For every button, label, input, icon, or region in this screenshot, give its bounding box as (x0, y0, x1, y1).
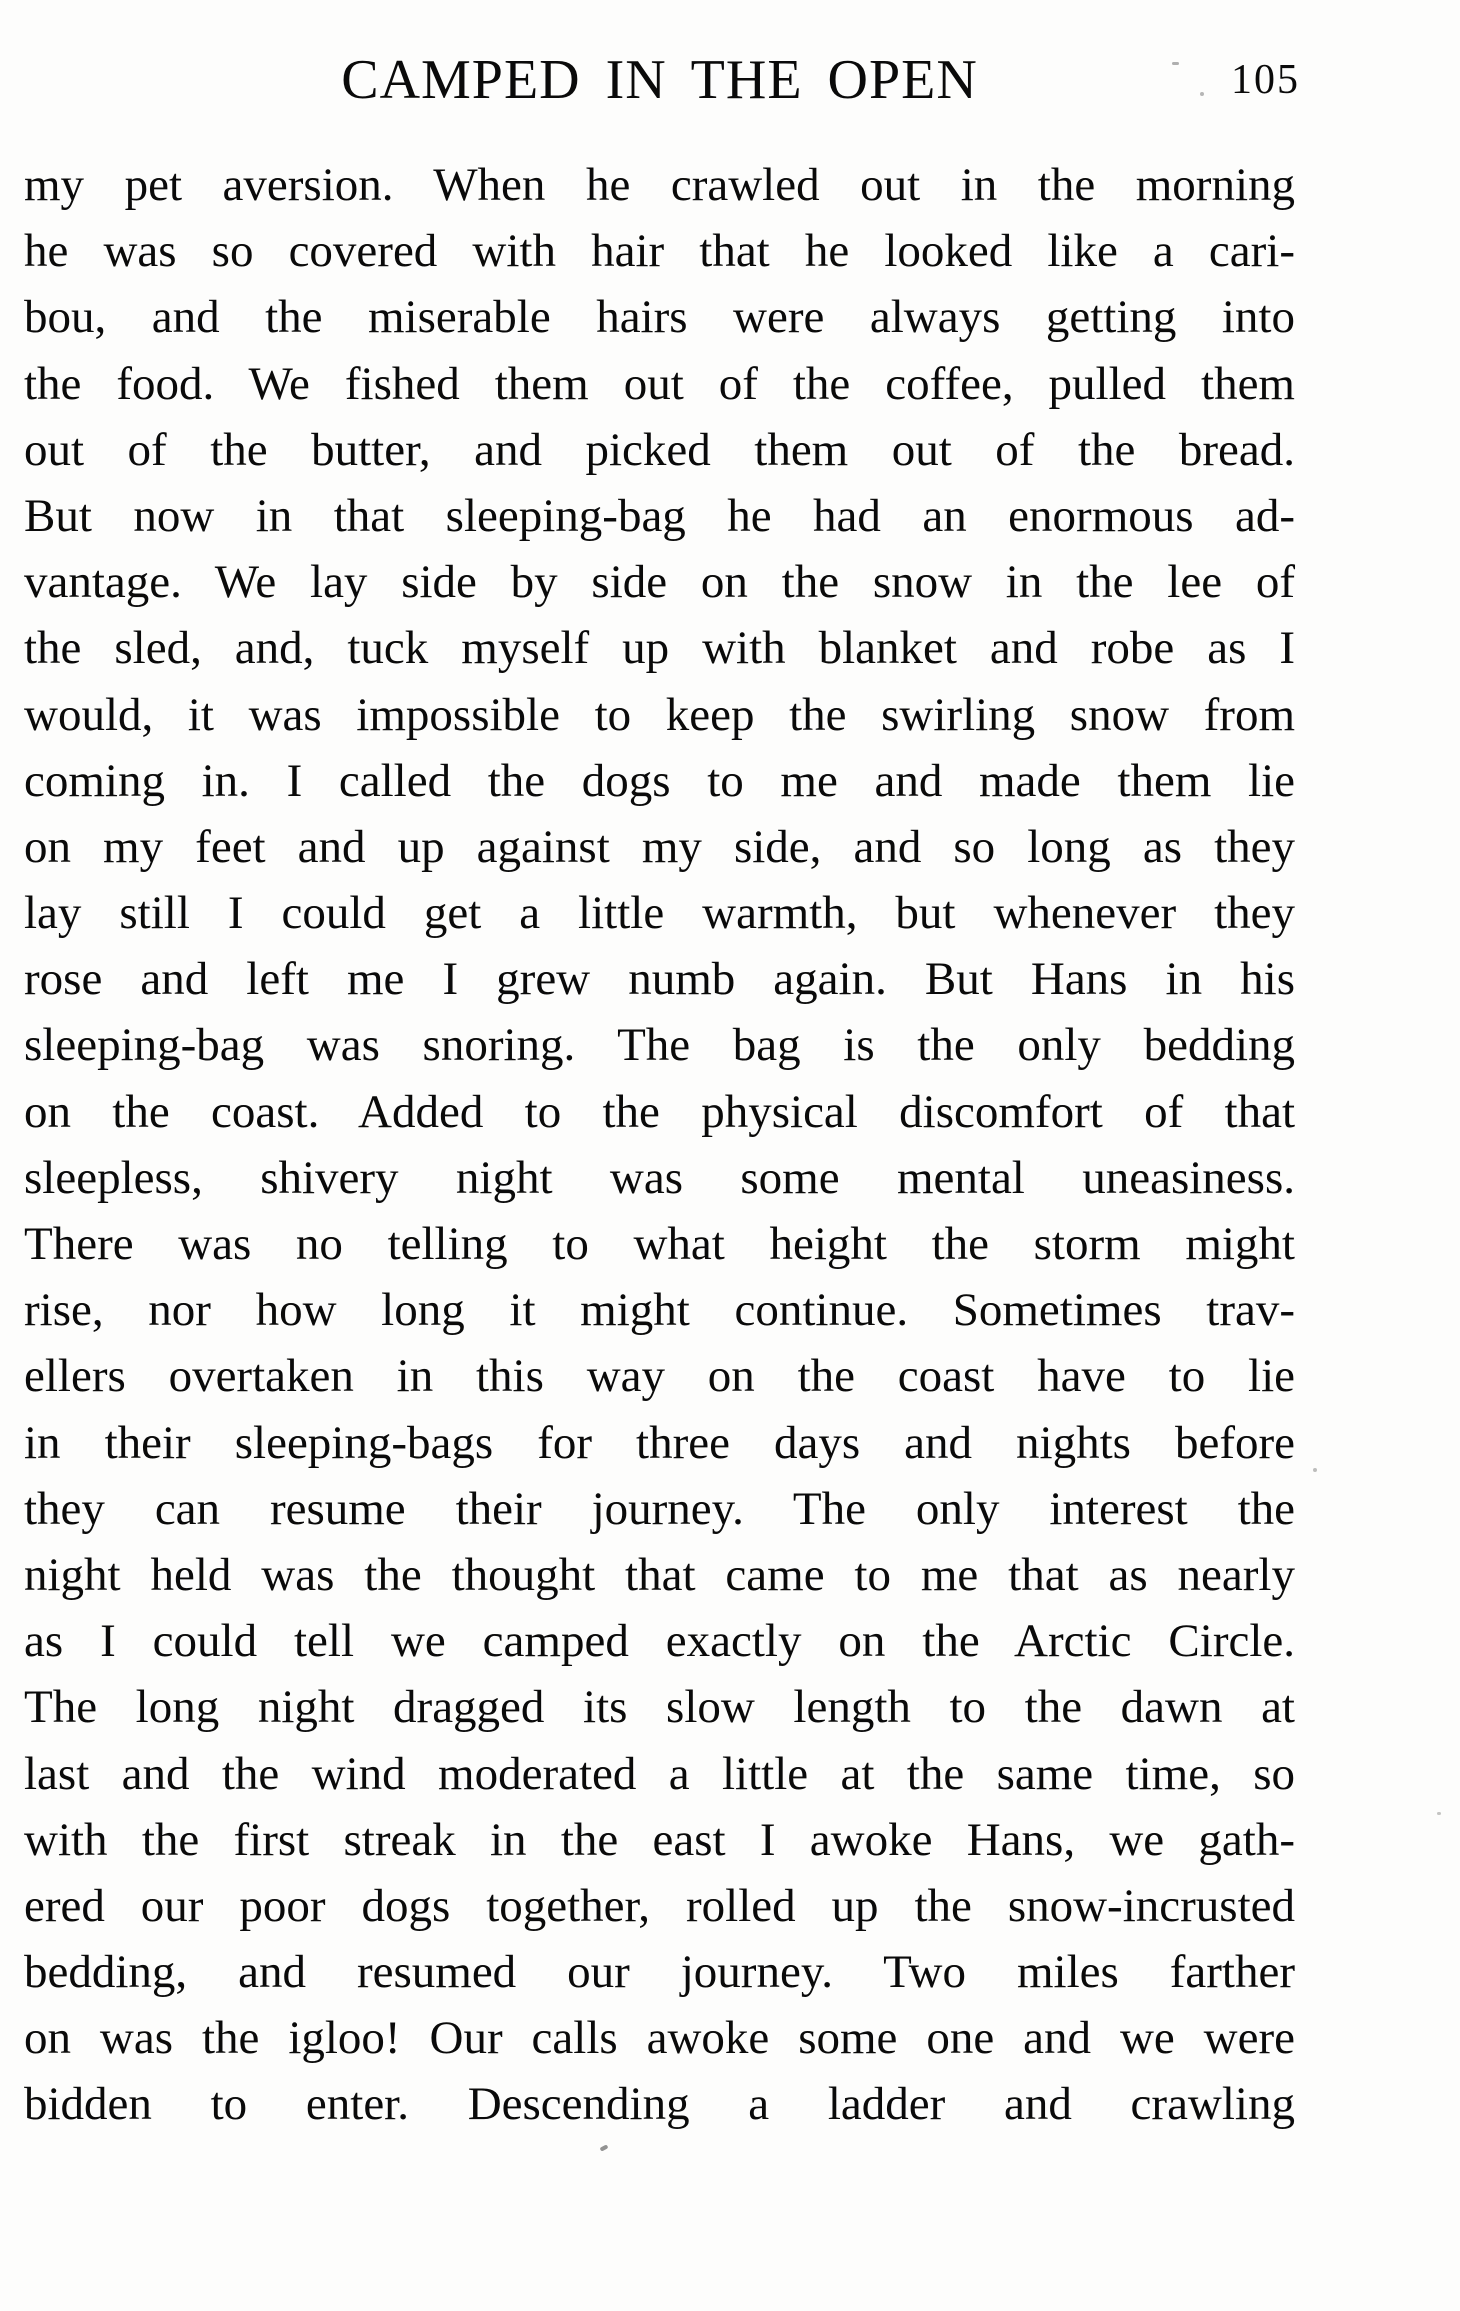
text-line: they can resume their journey. The only interest the (24, 1482, 1295, 1535)
text-line: bou, and the miserable hairs were always getting into (24, 291, 1295, 344)
text-line: But now in that sleeping-bag he had an enormous ad- (24, 489, 1295, 542)
scan-speck (1200, 92, 1204, 96)
page-number: 105 (1231, 57, 1300, 103)
text-line: last and the wind moderated a little at the same time, so (24, 1747, 1295, 1800)
text-line: on was the igloo! Our calls awoke some one and we were (24, 2012, 1295, 2065)
text-line: bedding, and resumed our journey. Two miles farther (24, 1946, 1295, 1999)
text-line: sleeping-bag was snoring. The bag is the only bedding (24, 1019, 1295, 1072)
text-line: The long night dragged its slow length to the dawn at (24, 1681, 1295, 1734)
text-line: as I could tell we camped exactly on the Arctic Circle. (24, 1615, 1295, 1668)
running-head-title: CAMPED IN THE OPEN (341, 49, 978, 111)
text-line: coming in. I called the dogs to me and made them lie (24, 754, 1295, 807)
page-header (24, 50, 1295, 110)
scan-speck (1313, 1468, 1317, 1472)
text-line: night held was the thought that came to me that as nearly (24, 1548, 1295, 1601)
text-line: lay still I could get a little warmth, but whenever they (24, 887, 1295, 940)
text-line: on my feet and up against my side, and so long as they (24, 820, 1295, 873)
scan-speck (1172, 62, 1179, 65)
text-line: out of the butter, and picked them out of the bread. (24, 423, 1295, 476)
text-line: bidden to enter. Descending a ladder and crawling (24, 2078, 1295, 2131)
body-text (24, 152, 1295, 2138)
text-line: vantage. We lay side by side on the snow in the lee of (24, 556, 1295, 609)
text-line: the food. We fished them out of the coffee, pulled them (24, 357, 1295, 410)
text-line: rise, nor how long it might continue. Sometimes trav- (24, 1284, 1295, 1337)
text-line: would, it was impossible to keep the swirling snow from (24, 688, 1295, 741)
text-line: my pet aversion. When he crawled out in the morning (24, 159, 1295, 211)
text-line: sleepless, shivery night was some mental uneasiness. (24, 1151, 1295, 1204)
text-line: with the first streak in the east I awoke Hans, we gath- (24, 1813, 1295, 1866)
text-line: rose and left me I grew numb again. But Hans in his (24, 953, 1295, 1006)
text-line: on the coast. Added to the physical discomfort of that (24, 1085, 1295, 1138)
text-line: in their sleeping-bags for three days and nights before (24, 1416, 1295, 1469)
text-line: ellers overtaken in this way on the coast have to lie (24, 1350, 1295, 1403)
text-line: the sled, and, tuck myself up with blanket and robe as I (24, 622, 1295, 675)
scan-speck (600, 2144, 609, 2151)
text-line: he was so covered with hair that he looked like a cari- (24, 225, 1295, 278)
text-line: There was no telling to what height the storm might (24, 1218, 1295, 1270)
text-line: ered our poor dogs together, rolled up the snow-incrusted (24, 1879, 1295, 1932)
scan-speck (1437, 1812, 1441, 1815)
